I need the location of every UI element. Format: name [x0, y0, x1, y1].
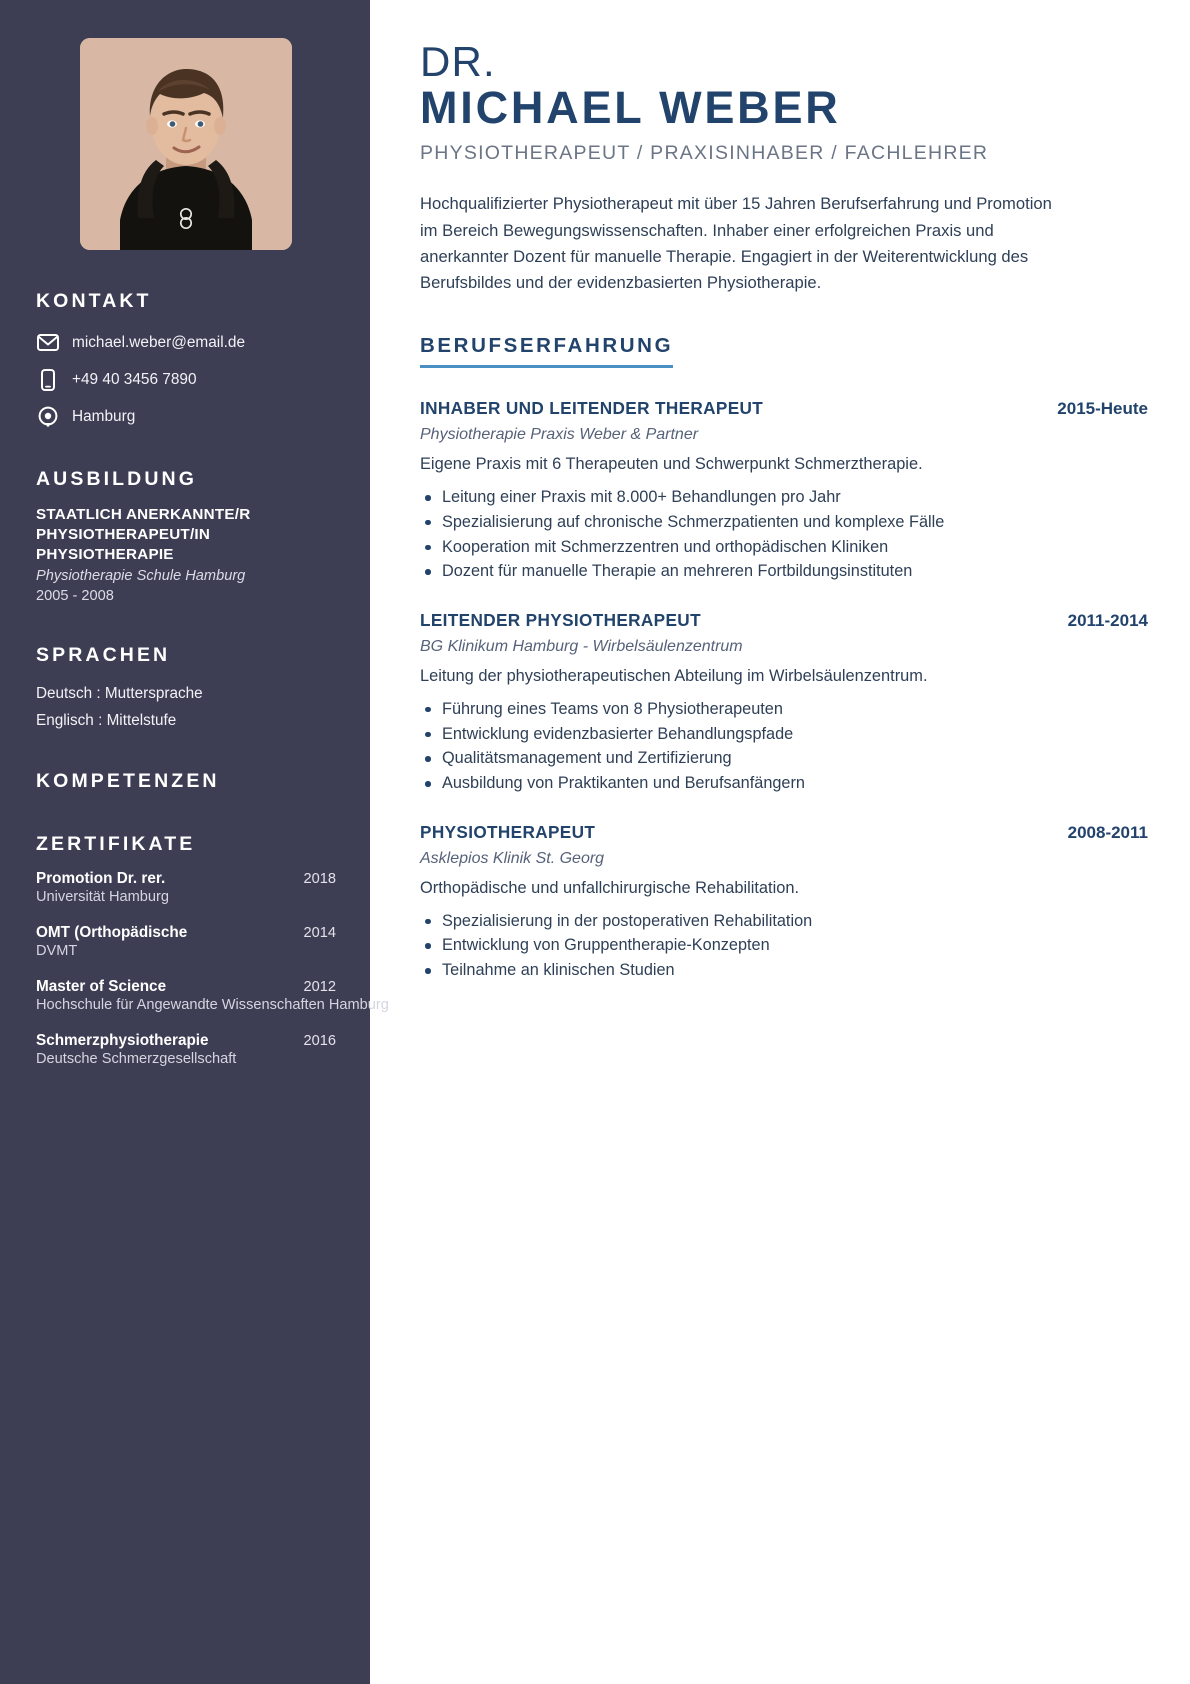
certificate-item [36, 924, 336, 959]
job-bullet: Spezialisierung in der postoperativen Rehabilitation [420, 909, 1148, 934]
contact-location-value: Hamburg [72, 407, 136, 425]
job-date: 2008-2011 [1067, 822, 1148, 842]
sidebar [0, 0, 389, 1684]
certificate-name: Schmerzphysiotherapie [36, 1032, 209, 1050]
certificate-year: 2012 [303, 979, 336, 996]
main-content [370, 0, 1190, 1684]
certificate-issuer: Universität Hamburg [36, 889, 170, 906]
education-date: 2005 - 2008 [36, 588, 114, 605]
education-entry [36, 505, 336, 604]
skills-heading: KOMPETENZEN [36, 770, 220, 793]
contact-item-location[interactable] [36, 405, 336, 428]
contact-heading: KONTAKT [36, 290, 152, 312]
certificate-issuer: Hochschule für Angewandte Wissenschaften Hamburg [36, 997, 389, 1014]
certificate-year: 2014 [303, 925, 336, 942]
contact-email-value: michael.weber@email.de [72, 333, 246, 351]
job-company: BG Klinikum Hamburg - Wirbelsäulenzentrum [420, 638, 743, 656]
location-pin-icon [36, 405, 59, 428]
certificate-issuer: DVMT [36, 943, 78, 960]
job-bullet: Teilnahme an klinischen Studien [420, 958, 1148, 983]
avatar [80, 38, 292, 250]
language-item: Englisch : Mittelstufe [36, 712, 177, 730]
name-prefix: DR. [420, 38, 496, 85]
education-school: Physiotherapie Schule Hamburg [36, 567, 246, 584]
experience-entry [420, 822, 1148, 983]
certificate-item [36, 870, 336, 905]
certificates-heading: ZERTIFIKATE [36, 833, 196, 856]
envelope-icon [36, 331, 59, 354]
job-bullet: Führung eines Teams von 8 Physiotherapeuten [420, 697, 1148, 722]
languages-heading: SPRACHEN [36, 644, 171, 667]
certificate-name: Master of Science [36, 978, 167, 996]
job-description: Eigene Praxis mit 6 Therapeuten und Schwerpunkt Schmerztherapie. [420, 455, 923, 474]
job-bullet: Ausbildung von Praktikanten und Berufsanfängern [420, 771, 1148, 796]
language-item: Deutsch : Muttersprache [36, 685, 203, 703]
job-bullet-list [420, 909, 1148, 983]
certificate-name: OMT (Orthopädische [36, 924, 188, 942]
job-company: Asklepios Klinik St. Georg [420, 849, 605, 867]
page-title: MICHAEL WEBER [420, 81, 841, 133]
portrait-photo-icon [80, 38, 292, 250]
job-date: 2011-2014 [1067, 611, 1148, 631]
experience-entry [420, 398, 1148, 584]
experience-entry [420, 610, 1148, 796]
job-title: PHYSIOTHERAPEUT [420, 821, 596, 842]
certificate-issuer: Deutsche Schmerzgesellschaft [36, 1051, 237, 1068]
job-bullet: Qualitätsmanagement und Zertifizierung [420, 746, 1148, 771]
job-bullet-list [420, 485, 1148, 584]
job-description: Orthopädische und unfallchirurgische Rehabilitation. [420, 878, 800, 897]
profile-summary: Hochqualifizierter Physiotherapeut mit über 15 Jahren Berufserfahrung und Promotion im Bereich Bewegungswissenschaften. Inhaber einer erfolgreichen Praxis und anerkannter Dozent für manuelle Therapie. Engagiert in der Weiterentwicklung des Berufsbildes und der evidenzbasierten Physiotherapie. [420, 194, 1052, 293]
certificate-year: 2018 [303, 871, 336, 888]
certificate-name: Promotion Dr. rer. [36, 870, 166, 888]
job-bullet: Entwicklung von Gruppentherapie-Konzepten [420, 933, 1148, 958]
certificate-item [36, 1032, 336, 1067]
job-company: Physiotherapie Praxis Weber & Partner [420, 426, 699, 444]
job-bullet: Kooperation mit Schmerzzentren und orthopädischen Kliniken [420, 535, 1148, 560]
education-heading: AUSBILDUNG [36, 468, 197, 490]
job-bullet-list [420, 697, 1148, 796]
contact-item-phone[interactable] [36, 368, 336, 391]
contact-phone-value: +49 40 3456 7890 [72, 370, 197, 388]
certificate-item [36, 978, 389, 1014]
job-title: INHABER UND LEITENDER THERAPEUT [420, 398, 764, 419]
job-description: Leitung der physiotherapeutischen Abteilung im Wirbelsäulenzentrum. [420, 667, 928, 686]
job-bullet: Entwicklung evidenzbasierter Behandlungspfade [420, 722, 1148, 747]
phone-icon [36, 368, 59, 391]
job-title: LEITENDER PHYSIOTHERAPEUT [420, 610, 701, 631]
education-title: STAATLICH ANERKANNTE/R PHYSIOTHERAPEUT/IN PHYSIOTHERAPIE [36, 506, 251, 563]
experience-heading: BERUFSERFAHRUNG [420, 334, 673, 368]
professional-tagline: PHYSIOTHERAPEUT / PRAXISINHABER / FACHLEHRER [420, 142, 989, 165]
job-bullet: Leitung einer Praxis mit 8.000+ Behandlungen pro Jahr [420, 485, 1148, 510]
certificate-year: 2016 [303, 1033, 336, 1050]
job-bullet: Dozent für manuelle Therapie an mehreren Fortbildungsinstituten [420, 559, 1148, 584]
job-date: 2015-Heute [1057, 399, 1148, 419]
contact-item-email[interactable] [36, 331, 336, 354]
job-bullet: Spezialisierung auf chronische Schmerzpatienten und komplexe Fälle [420, 510, 1148, 535]
